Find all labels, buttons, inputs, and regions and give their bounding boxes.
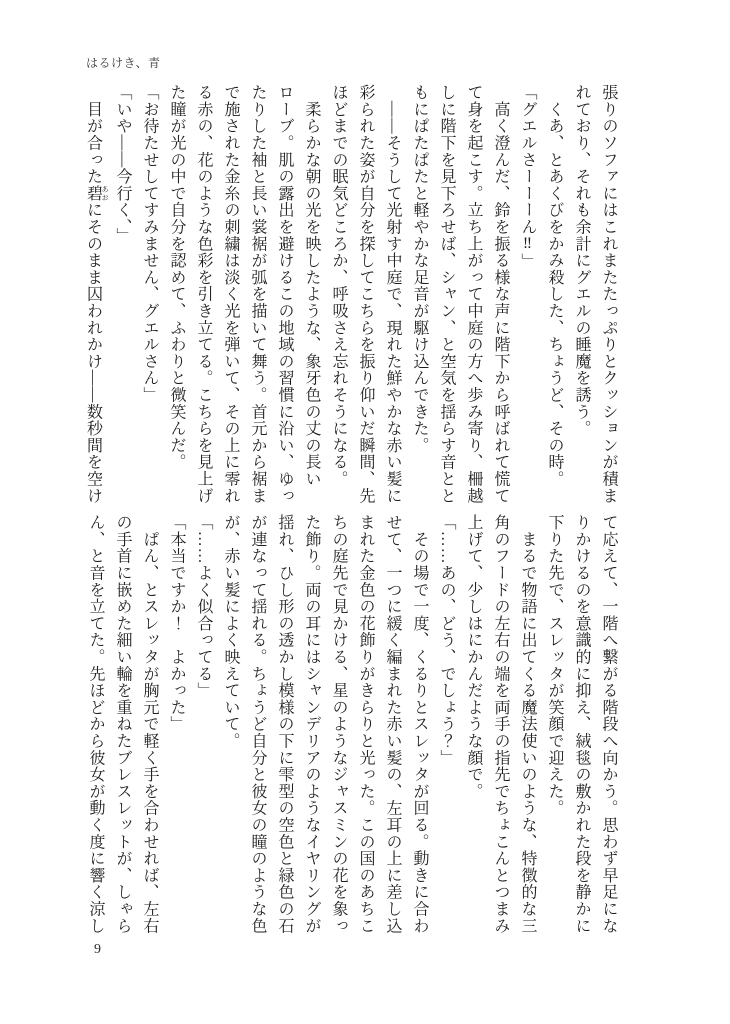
lower-text-block — [82, 514, 622, 936]
paragraph: 「……よく似合ってる」 — [195, 514, 212, 699]
upper-text-block — [80, 84, 623, 506]
paragraph: 張りのソファにはこれまたたっぷりとクッションが積まれており、それも余計にグエルの睡魔を誘う。 — [573, 84, 617, 504]
ruby-annotated-text: 碧 あお — [84, 184, 109, 202]
paragraph: 「本当ですか！ よかった」 — [168, 514, 185, 733]
paragraph: 高く澄んだ、鈴を振る様な声に階下から呼ばれて慌てて身を起こす。立ち上がって中庭の方へ歩み寄り、柵越しに階下を見下ろせば、シャン、と空気を揺らす音とともにぱたぱたと軽やかな足音が駆け込んできた。 — [411, 84, 509, 504]
paragraph: て応えて、一階へ繋がる階段へ向かう。思わず早足になりかけるのを意識的に抑え、絨毯の敷かれた段を静かに下りた先で、スレッタが笑顔で迎えた。 — [546, 514, 617, 934]
paragraph: 「いや――今行く、」 — [114, 84, 131, 244]
paragraph: ぱん、とスレッタが胸元で軽く手を合わせれば、左右の手首に嵌めた細い輪を重ねたブレスレットが、しゃらん、と音を立てた。先ほどから彼女が動く度に響く涼し — [87, 514, 158, 934]
page-number: 9 — [94, 942, 101, 957]
paragraph: 目が合った碧 あおにそのまま囚われかけ――数秒間を空け — [84, 84, 109, 505]
paragraph: 「お待たせしてすみません、グエルさん」 — [141, 84, 158, 404]
paragraph: 「グエルさーーーん‼」 — [519, 84, 536, 270]
paragraph: ――そうして光射す中庭で、現れた鮮やかな赤い髪に彩られた姿が自分を探してこちらを振り仰いだ瞬間、先ほどまでの眠気どころか、呼吸さえ忘れそうになる。 — [330, 84, 401, 504]
paragraph: 柔らかな朝の光を映したような、象牙色の丈の長いローブ。肌の露出を避けるこの地域の習慣に沿い、ゆったりした袖と長い裳裾が弧を描いて舞う。首元から裾まで施された金糸の刺繍は淡く光を弾いて、その上に零れる赤の、花のような色彩を引き立てる。こちらを見上げた瞳が光の中で自分を認めて、ふわりと微笑んだ。 — [168, 84, 320, 504]
running-header: はるけき、青 — [86, 56, 161, 70]
paragraph: くあ、とあくびをかみ殺した、ちょうど、その時。 — [546, 84, 563, 488]
paragraph: 「……あの、どう、でしょう？」 — [438, 514, 455, 766]
paragraph: まるで物語に出てくる魔法使いのような、特徴的な三角のフードの左右の端を両手の指先でちょこんとつまみ上げて、少しはにかんだような顔で。 — [465, 514, 536, 934]
paragraph: その場で一度、くるりとスレッタが回る。動きに合わせて、一つに緩く編まれた赤い髪の、左耳の上に差し込まれた金色の花飾りがきらりと光った。この国のあちこちの庭先で見かける、星のようなジャスミンの花を象った飾り。両の耳にはシャンデリアのようなイヤリングが揺れ、ひし形の透かし模様の下に雫型の空色と緑色の石が連なって揺れる。ちょうど自分と彼女の瞳のような色が、赤い髪によく映えていて。 — [222, 514, 428, 934]
